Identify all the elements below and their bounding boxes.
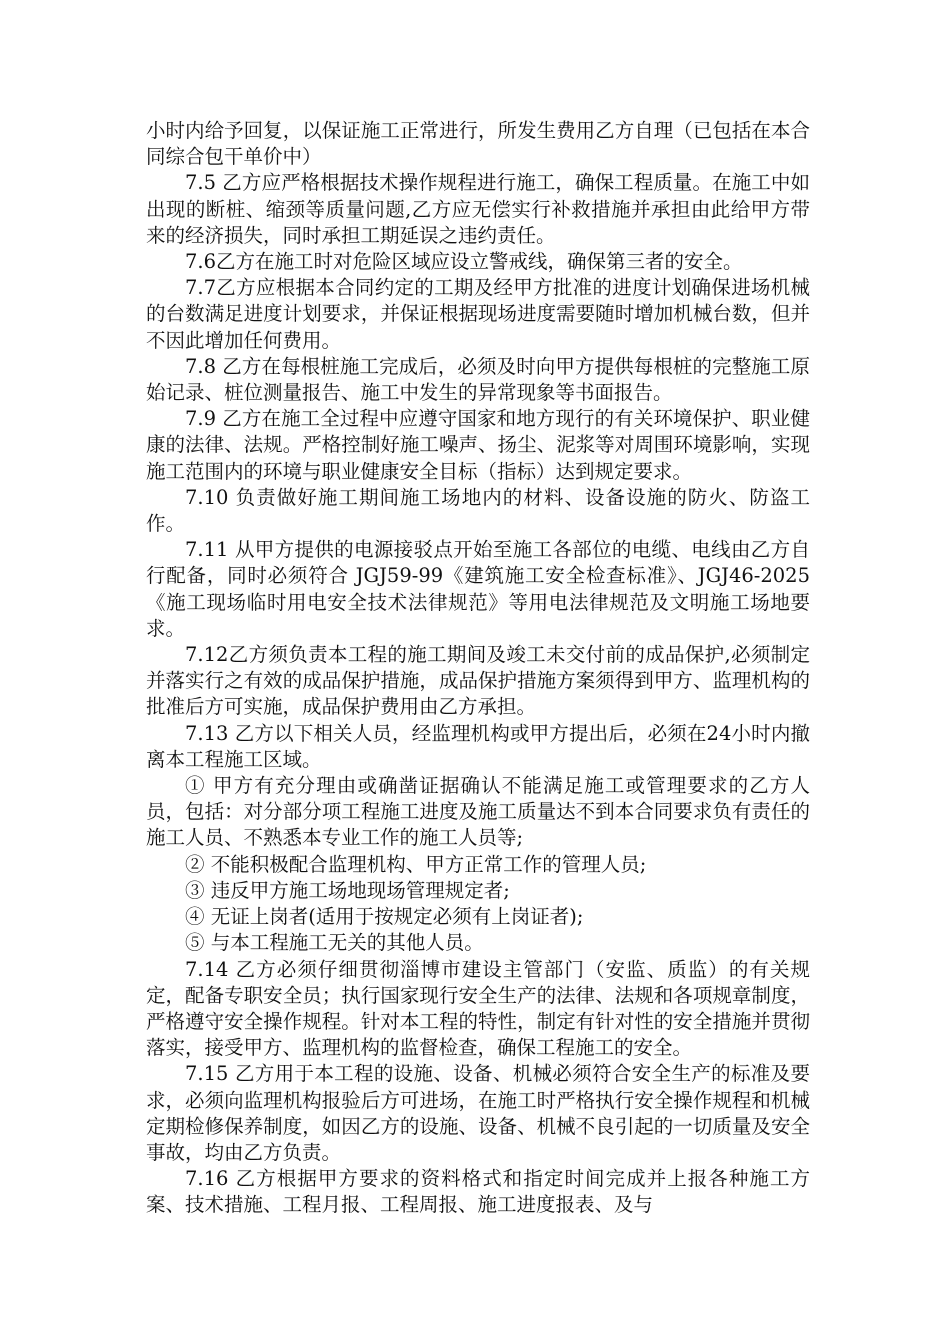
clause-7-14: 7.14 乙方必须仔细贯彻淄博市建设主管部门（安监、质监）的有关规定，配备专职安全员；执行国家现行安全生产的法律、法规和各项规章制度，严格遵守安全操作规程。针对本工程的特性，制定有针对性的安全措施并贯彻落实，接受甲方、监理机构的监督检查，确保工程施工的安全。 — [146, 957, 810, 1060]
clause-7-13: 7.13 乙方以下相关人员，经监理机构或甲方提出后，必须在24小时内撤离本工程施工区域。 — [146, 721, 810, 771]
list-item-3: ③ 违反甲方施工场地现场管理规定者; — [185, 878, 510, 902]
clause-7-8: 7.8 乙方在每根桩施工完成后，必须及时向甲方提供每根桩的完整施工原始记录、桩位测量报告、施工中发生的异常现象等书面报告。 — [146, 354, 810, 405]
clause-7-15: 7.15 乙方用于本工程的设施、设备、机械必须符合安全生产的标准及要求，必须向监理机构报验后方可进场，在施工时严格执行安全操作规程和机械定期检修保养制度，如因乙方的设施、设备、机械不良引起的一切质量及安全事故，均由乙方负责。 — [146, 1062, 810, 1164]
clause-7-11: 7.11 从甲方提供的电源接驳点开始至施工各部位的电缆、电线由乙方自行配备，同时必须符合 JGJ59-99《建筑施工安全检查标准》、JGJ46-2025《施工现场临时用电安全技术法律规范》等用电法律规范及文明施工场地要求。 — [146, 538, 810, 640]
list-item-4: ④ 无证上岗者(适用于按规定必须有上岗证者); — [185, 905, 584, 929]
clause-7-7: 7.7乙方应根据本合同约定的工期及经甲方批准的进度计划确保进场机械的台数满足进度计划要求，并保证根据现场进度需要随时增加机械台数，但并不因此增加任何费用。 — [146, 276, 810, 352]
clause-7-10: 7.10 负责做好施工期间施工场地内的材料、设备设施的防火、防盗工作。 — [146, 485, 810, 536]
clause-7-16: 7.16 乙方根据甲方要求的资料格式和指定时间完成并上报各种施工方案、技术措施、工程月报、工程周报、施工进度报表、及与 — [146, 1167, 810, 1217]
clause-7-6: 7.6乙方在施工时对危险区域应设立警戒线，确保第三者的安全。 — [185, 250, 743, 274]
paragraph-continuation: 小时内给予回复，以保证施工正常进行，所发生费用乙方自理（已包括在本合同综合包干单价中） — [146, 119, 810, 169]
clause-7-5: 7.5 乙方应严格根据技术操作规程进行施工，确保工程质量。在施工中如出现的断桩、缩颈等质量问题,乙方应无偿实行补救措施并承担由此给甲方带来的经济损失，同时承担工期延误之违约责任。 — [146, 171, 810, 247]
document-body — [146, 118, 810, 1219]
list-item-1: ① 甲方有充分理由或确凿证据确认不能满足施工或管理要求的乙方人员，包括：对分部分项工程施工进度及施工质量达不到本合同要求负有责任的施工人员、不熟悉本专业工作的施工人员等; — [146, 774, 810, 850]
list-item-2: ② 不能积极配合监理机构、甲方正常工作的管理人员; — [185, 852, 647, 876]
clause-7-9: 7.9 乙方在施工全过程中应遵守国家和地方现行的有关环境保护、职业健康的法律、法规。严格控制好施工噪声、扬尘、泥浆等对周围环境影响，实现施工范围内的环境与职业健康安全目标（指标）达到规定要求。 — [146, 407, 810, 483]
list-item-5: ⑤ 与本工程施工无关的其他人员。 — [185, 931, 484, 955]
clause-7-12: 7.12乙方须负责本工程的施工期间及竣工未交付前的成品保护,必须制定并落实行之有效的成品保护措施，成品保护措施方案须得到甲方、监理机构的批准后方可实施，成品保护费用由乙方承担。 — [146, 643, 810, 719]
